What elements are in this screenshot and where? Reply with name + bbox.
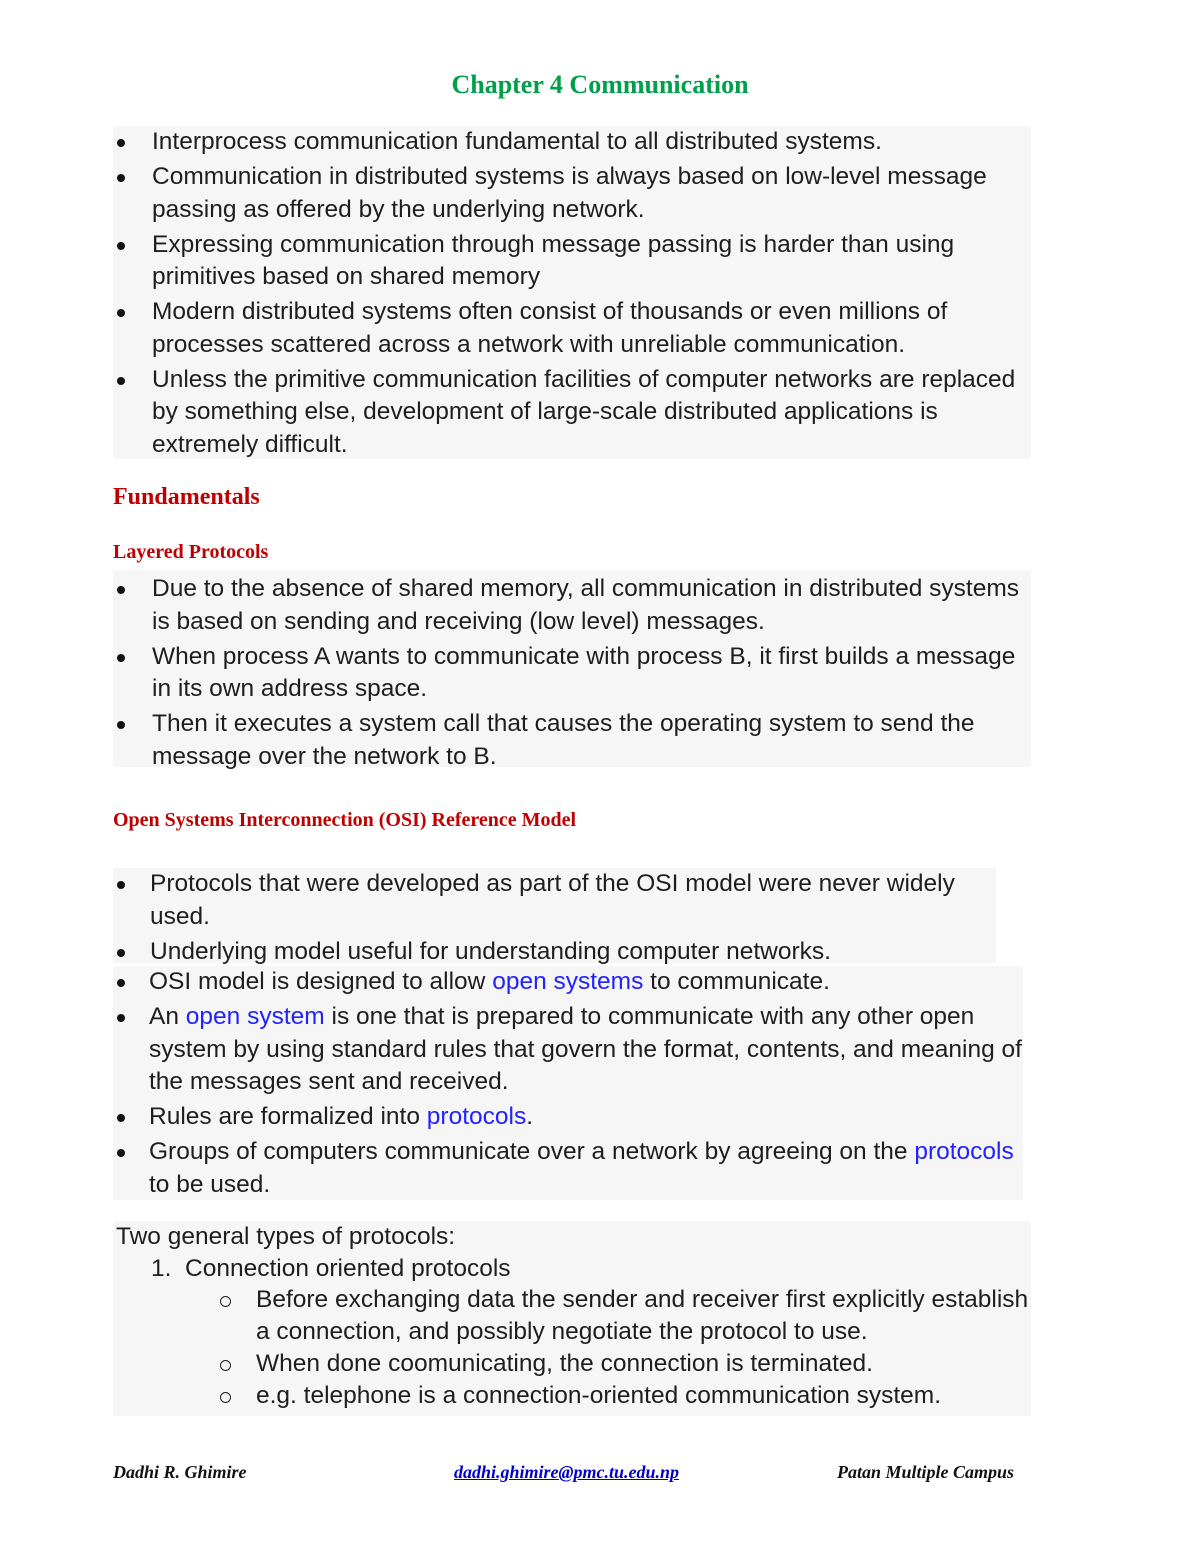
osi-list-b [113,966,1023,1201]
protocol-types-block [113,1221,1031,1416]
osi-block-a [113,868,996,963]
list-item: An open system is one that is prepared to communicate with any other open system by using standard rules that govern the format, contents, and meaning of the messages sent and received. [113,1001,1023,1099]
osi-heading: Open Systems Interconnection (OSI) Reference Model [113,809,577,831]
list-item: Before exchanging data the sender and receiver first explicitly establish a connection, and possibly negotiate the protocol to use. [113,1284,1031,1348]
list-item: When done coomunicating, the connection is terminated. [113,1348,1031,1380]
circle-bullet-icon [220,1296,231,1307]
osi-list-a [113,868,996,968]
item-label: Connection oriented protocols [185,1255,511,1282]
circle-bullet-icon [220,1392,231,1403]
item-number: 1. [151,1255,172,1282]
circle-bullet-icon [220,1360,231,1371]
list-item: Modern distributed systems often consist of thousands or even millions of processes scattered across a network with unreliable communication. [113,296,1031,361]
intro-list [113,126,1031,461]
bullet-icon [117,949,125,957]
layered-block [113,570,1031,770]
connection-oriented-list [113,1284,1031,1412]
email-link[interactable]: dadhi.ghimire@pmc.tu.edu.np [454,1462,680,1482]
layered-list [113,570,1031,773]
footer-author: Dadhi R. Ghimire [113,1462,247,1482]
bullet-icon [117,586,125,594]
open-systems-link[interactable]: open systems [492,968,644,995]
bullet-icon [117,377,125,385]
footer-email [454,1462,679,1483]
list-item: Communication in distributed systems is always based on low-level message passing as offered by the underlying network. [113,161,1031,226]
list-item: e.g. telephone is a connection-oriented communication system. [113,1380,1031,1412]
protocols-link[interactable]: protocols [426,1103,527,1130]
osi-block-b [113,966,1023,1200]
layered-protocols-heading: Layered Protocols [113,541,269,563]
list-item: Protocols that were developed as part of the OSI model were never widely used. [113,868,996,933]
open-system-link[interactable]: open system [185,1003,325,1030]
bullet-icon [117,174,125,182]
fundamentals-heading: Fundamentals [113,484,260,510]
list-item: Expressing communication through message passing is harder than using primitives based on shared memory [113,229,1031,294]
bullet-icon [117,309,125,317]
bullet-icon [117,1014,125,1022]
list-item: When process A wants to communicate with process B, it first builds a message in its own address space. [113,641,1031,706]
chapter-title: Chapter 4 Communication [451,70,749,99]
numbered-item [113,1253,1031,1284]
list-item: Unless the primitive communication facilities of computer networks are replaced by something else, development of large-scale distributed applications is extremely difficult. [113,364,1031,462]
bullet-icon [117,1114,125,1122]
bullet-icon [117,881,125,889]
bullet-icon [117,721,125,729]
list-item: Underlying model useful for understanding computer networks. [113,936,996,969]
intro-block [113,126,1031,459]
bullet-icon [117,139,125,147]
bullet-icon [117,242,125,250]
list-item: Due to the absence of shared memory, all communication in distributed systems is based on sending and receiving (low level) messages. [113,573,1031,638]
footer-campus: Patan Multiple Campus [837,1462,1015,1482]
bullet-icon [117,979,125,987]
list-item: OSI model is designed to allow open systems to communicate. [113,966,1023,999]
bullet-icon [117,1149,125,1157]
list-item: Then it executes a system call that causes the operating system to send the message over the network to B. [113,708,1031,773]
list-item: Interprocess communication fundamental to all distributed systems. [113,126,1031,159]
protocols-link[interactable]: protocols [914,1138,1014,1165]
bullet-icon [117,654,125,662]
protocol-types-intro: Two general types of protocols: [116,1223,456,1250]
list-item: Rules are formalized into protocols. [113,1101,1023,1134]
list-item: Groups of computers communicate over a network by agreeing on the protocols to be used. [113,1136,1023,1201]
